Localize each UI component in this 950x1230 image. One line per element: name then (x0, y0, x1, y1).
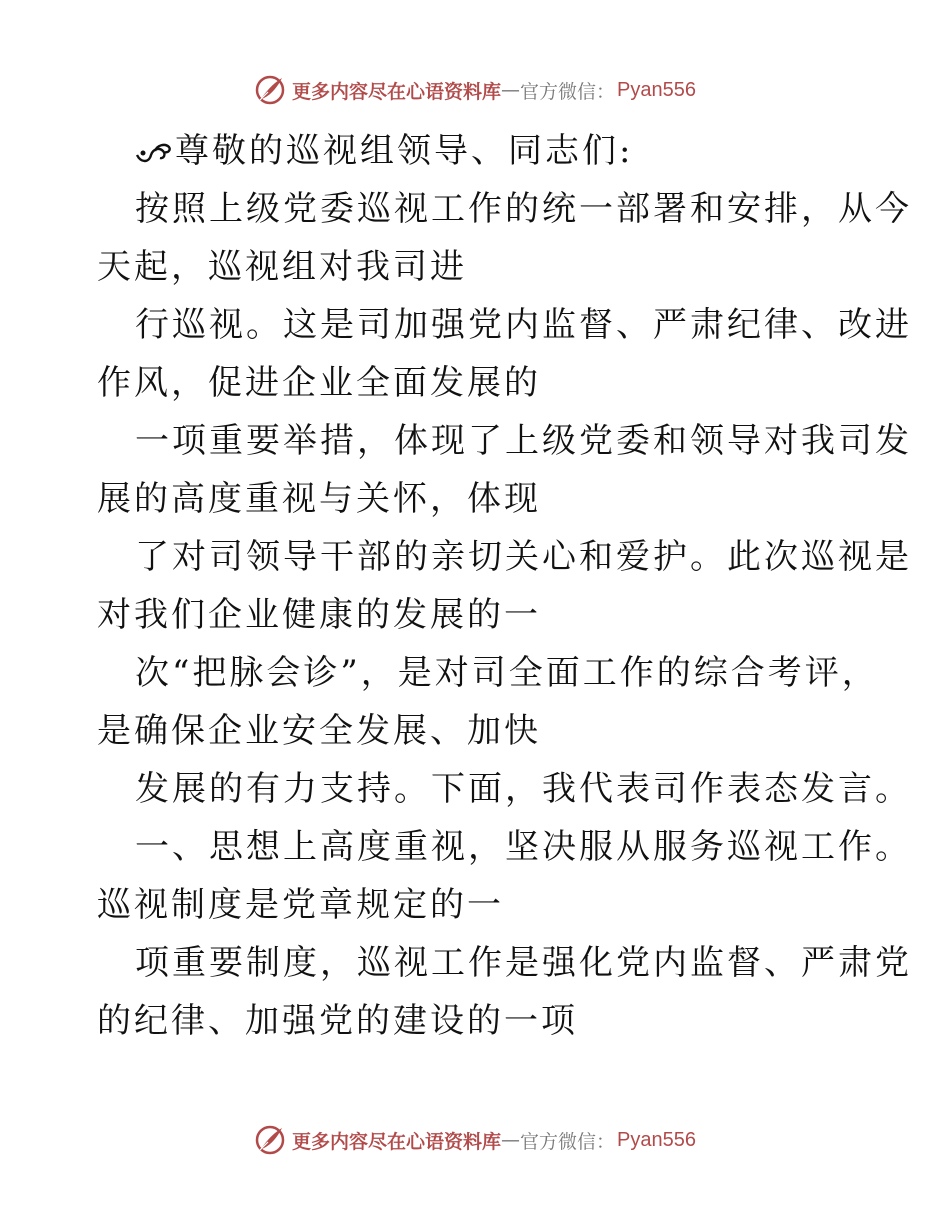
banner-main-text: 更多内容尽在心语资料库 (292, 1130, 502, 1153)
text-line: 是确保企业安全发展、加快 (97, 711, 541, 751)
banner-separator: — (501, 1129, 521, 1151)
text-line: 按照上级党委巡视工作的统一部署和安排，从今 (135, 189, 912, 229)
text-line: 天起，巡视组对我司进 (97, 247, 467, 287)
banner-main-text: 更多内容尽在心语资料库 (292, 80, 502, 103)
text-line: 的纪律、加强党的建设的一项 (97, 1001, 578, 1041)
text-line: 展的高度重视与关怀，体现 (97, 479, 541, 519)
feather-pen-logo-icon (254, 1124, 286, 1156)
text-line: 项重要制度，巡视工作是强化党内监督、严肃党 (135, 943, 912, 983)
banner-wechat-label: 官方微信： (520, 80, 616, 103)
text-line: 发展的有力支持。下面，我代表司作表态发言。 (135, 769, 912, 809)
text-line: 行巡视。这是司加强党内监督、严肃纪律、改进 (135, 305, 912, 345)
feather-pen-logo-icon (254, 74, 286, 106)
text-line: 对我们企业健康的发展的一 (97, 595, 541, 635)
text-line: 尊敬的巡视组领导、同志们: (175, 131, 634, 171)
footer-banner (0, 1120, 950, 1160)
document-body (97, 122, 912, 1050)
text-line: 一、思想上高度重视，坚决服从服务巡视工作。 (135, 827, 912, 867)
text-line: 一项重要举措，体现了上级党委和领导对我司发 (135, 421, 912, 461)
text-line: 了对司领导干部的亲切关心和爱护。此次巡视是 (135, 537, 912, 577)
flower-ornament-icon (135, 141, 173, 165)
banner-wechat-id: Pyan556 (617, 78, 696, 101)
text-line: 巡视制度是党章规定的一 (97, 885, 504, 925)
banner-wechat-label: 官方微信： (520, 1130, 616, 1153)
banner-wechat-id: Pyan556 (617, 1128, 696, 1151)
salutation-line (97, 122, 857, 180)
text-line: 次“把脉会诊”，是对司全面工作的综合考评， (135, 653, 879, 693)
banner-separator: — (501, 79, 521, 101)
header-banner (0, 70, 950, 110)
text-line: 作风，促进企业全面发展的 (97, 363, 541, 403)
